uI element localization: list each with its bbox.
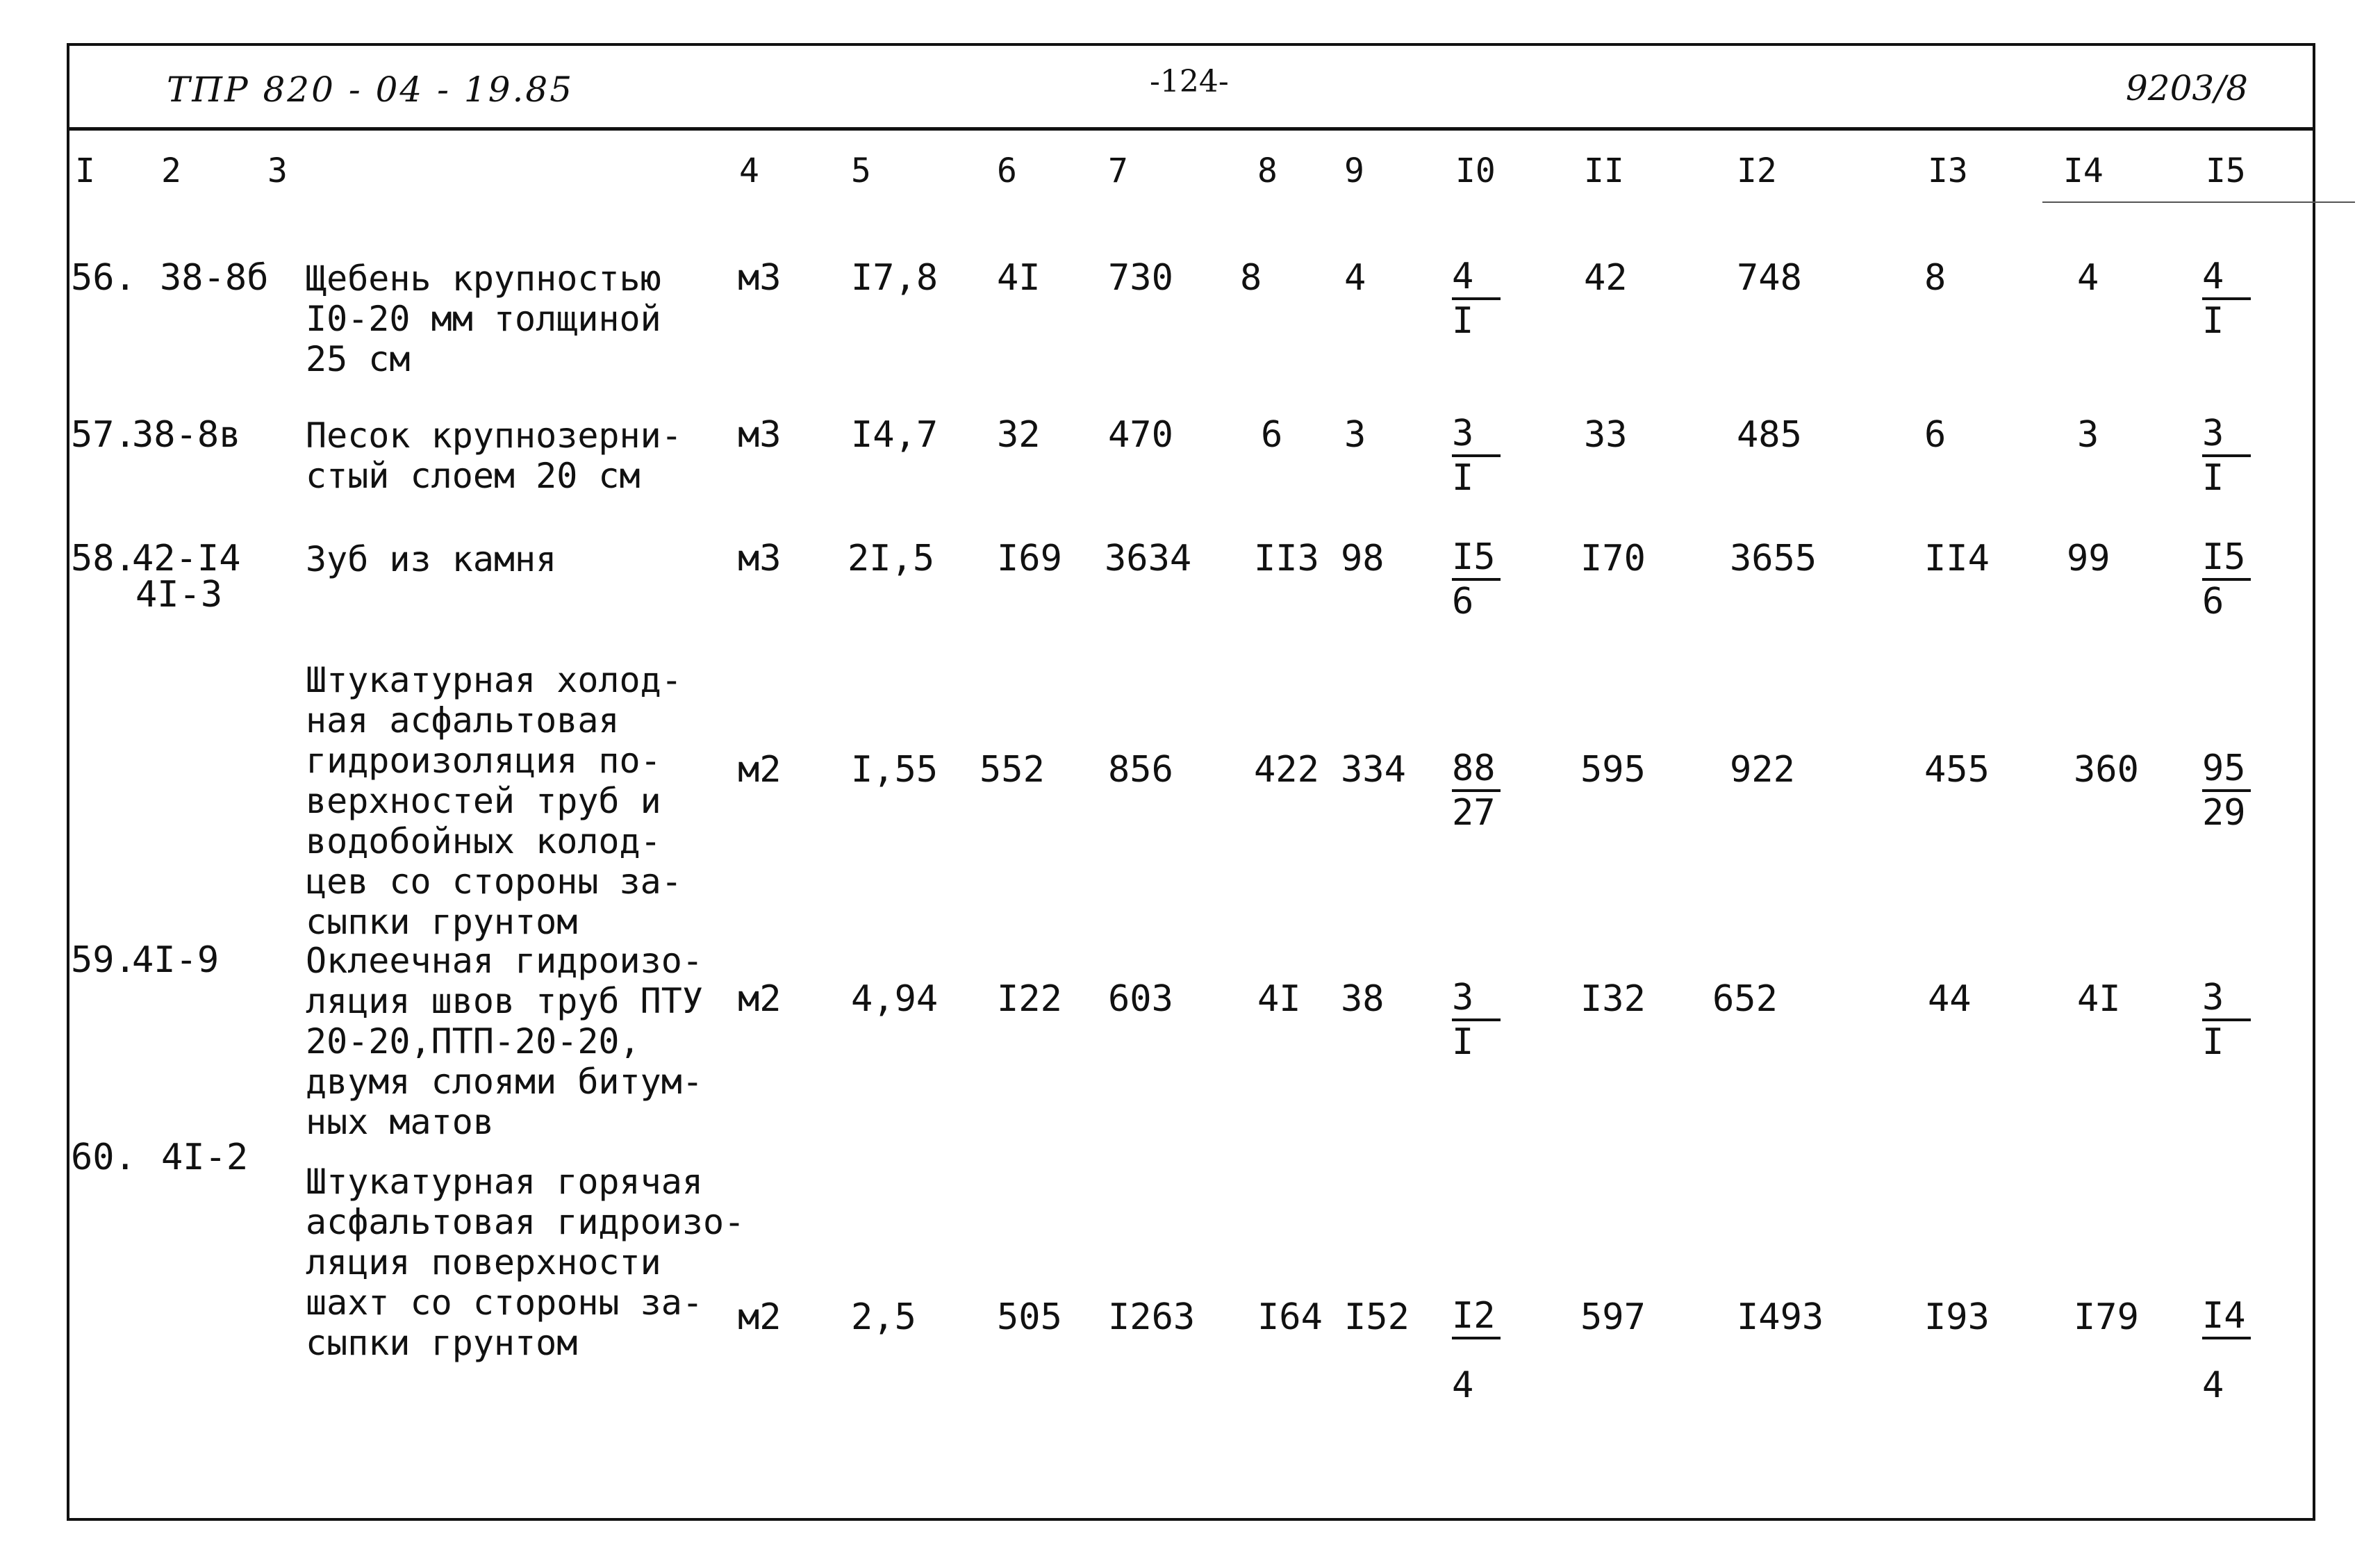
col-8: 8	[1257, 151, 1278, 190]
col7-value: I263	[1108, 1296, 1196, 1338]
col11-value: 595	[1580, 749, 1646, 791]
row-number: 60.	[71, 1137, 136, 1178]
sheet-number: 9203/8	[2126, 68, 2248, 108]
col15-fraction: $\frac{3}{I}$	[2202, 977, 2265, 1063]
col11-value: 597	[1580, 1296, 1646, 1338]
row-description: Оклеечная гидроизо- ляция швов труб ПТУ 20-20,ПТП-20-20, двумя слоями битум- ных матов	[306, 941, 703, 1142]
col13-value: II4	[1924, 538, 1990, 579]
col10-fraction: $\frac{88}{27}$	[1452, 748, 1514, 834]
col8-value: II3	[1254, 538, 1319, 579]
row-description: Песок крупнозерни- стый слоем 20 см	[306, 415, 682, 496]
col-2: 2	[161, 151, 181, 190]
col14-value: I79	[2074, 1296, 2139, 1338]
col-4: 4	[739, 151, 759, 190]
unit: м3	[738, 414, 782, 456]
col5-value: 2I,5	[848, 538, 935, 579]
col15-fraction: $\frac{3}{I}$	[2202, 413, 2265, 499]
col14-value: 4I	[2077, 978, 2121, 1020]
col-9: 9	[1344, 151, 1364, 190]
col7-value: 470	[1108, 414, 1173, 456]
row-code: 38-8в	[132, 414, 241, 456]
header-divider	[69, 127, 2315, 131]
col9-value: 334	[1341, 749, 1406, 791]
col13-value: 44	[1928, 978, 1972, 1020]
col7-value: 856	[1108, 749, 1173, 791]
col-12: I2	[1737, 151, 1777, 190]
row-code: 4I-2	[161, 1137, 249, 1178]
col14-value: 4	[2077, 257, 2099, 299]
col7-value: 730	[1108, 257, 1173, 299]
col6-value: I22	[997, 978, 1062, 1020]
col8-value: 422	[1254, 749, 1319, 791]
col11-value: I70	[1580, 538, 1646, 579]
col11-value: 42	[1584, 257, 1628, 299]
col13-value: 8	[1924, 257, 1947, 299]
row-number: 59.	[71, 939, 136, 981]
col10-fraction: $\frac{I2}{4}$	[1452, 1295, 1514, 1406]
col12-value: I493	[1737, 1296, 1824, 1338]
row-number: 57.	[71, 414, 136, 456]
col-14: I4	[2063, 151, 2104, 190]
col9-value: 3	[1344, 414, 1366, 456]
col6-value: 505	[997, 1296, 1062, 1338]
col5-value: I7,8	[851, 257, 939, 299]
col9-value: 38	[1341, 978, 1385, 1020]
unit: м2	[738, 1296, 782, 1338]
col8-value: I64	[1257, 1296, 1323, 1338]
col12-value: 485	[1737, 414, 1802, 456]
col8-value: 8	[1240, 257, 1262, 299]
row-code: 4I-9	[132, 939, 220, 981]
col6-value: I69	[997, 538, 1062, 579]
col12-value: 748	[1737, 257, 1802, 299]
col-3: 3	[267, 151, 288, 190]
col13-value: 455	[1924, 749, 1990, 791]
col-6: 6	[997, 151, 1017, 190]
col11-value: I32	[1580, 978, 1646, 1020]
col5-value: I,55	[851, 749, 939, 791]
col11-value: 33	[1584, 414, 1628, 456]
row-code: 38-8б	[160, 257, 269, 299]
col5-value: 4,94	[851, 978, 939, 1020]
col7-value: 3634	[1105, 538, 1192, 579]
col15-fraction: $\frac{95}{29}$	[2202, 748, 2265, 834]
page-number: -124-	[1150, 64, 1229, 99]
col6-value: 552	[980, 749, 1045, 791]
col10-fraction: $\frac{4}{I}$	[1452, 256, 1514, 342]
row-description: Штукатурная холод- ная асфальтовая гидроизоляция по- верхностей труб и водобойных колод- цев со стороны за- сыпки грунтом	[306, 660, 682, 942]
col-7: 7	[1108, 151, 1128, 190]
col6-value: 32	[997, 414, 1041, 456]
row-code-secondary: 4I-3	[135, 574, 223, 616]
col-5: 5	[851, 151, 871, 190]
row-number: 56.	[71, 257, 136, 299]
col7-value: 603	[1108, 978, 1173, 1020]
col14-value: 360	[2074, 749, 2139, 791]
col15-fraction: $\frac{I5}{6}$	[2202, 536, 2265, 622]
col12-value: 922	[1730, 749, 1795, 791]
unit: м3	[738, 538, 782, 579]
col6-value: 4I	[997, 257, 1041, 299]
col13-value: 6	[1924, 414, 1947, 456]
col12-value: 3655	[1730, 538, 1817, 579]
row-description: Зуб из камня	[306, 539, 557, 579]
column-header-underline	[2042, 201, 2355, 203]
col15-fraction: $\frac{4}{I}$	[2202, 256, 2265, 342]
col8-value: 4I	[1257, 978, 1301, 1020]
col-15: I5	[2206, 151, 2246, 190]
col13-value: I93	[1924, 1296, 1990, 1338]
unit: м2	[738, 978, 782, 1020]
row-code: 42-I4	[132, 538, 241, 579]
row-number: 58.	[71, 538, 136, 579]
col8-value: 6	[1261, 414, 1283, 456]
col9-value: 98	[1341, 538, 1385, 579]
col9-value: 4	[1344, 257, 1366, 299]
document-code: ТПР 820 - 04 - 19.85	[167, 69, 575, 110]
col-10: I0	[1455, 151, 1496, 190]
row-description: Штукатурная горячая асфальтовая гидроизо- ляция поверхности шахт со стороны за- сыпки грунтом	[306, 1162, 745, 1363]
col-11: II	[1584, 151, 1624, 190]
row-description: Щебень крупностью I0-20 мм толщиной 25 см	[306, 258, 661, 379]
unit: м3	[738, 257, 782, 299]
col10-fraction: $\frac{3}{I}$	[1452, 413, 1514, 499]
col14-value: 3	[2077, 414, 2099, 456]
col9-value: I52	[1344, 1296, 1410, 1338]
col5-value: I4,7	[851, 414, 939, 456]
col15-fraction: $\frac{I4}{4}$	[2202, 1295, 2265, 1406]
col-13: I3	[1928, 151, 1968, 190]
col10-fraction: $\frac{I5}{6}$	[1452, 536, 1514, 622]
col5-value: 2,5	[851, 1296, 916, 1338]
col12-value: 652	[1712, 978, 1778, 1020]
col-1: I	[75, 151, 95, 190]
col14-value: 99	[2067, 538, 2110, 579]
unit: м2	[738, 749, 782, 791]
col10-fraction: $\frac{3}{I}$	[1452, 977, 1514, 1063]
